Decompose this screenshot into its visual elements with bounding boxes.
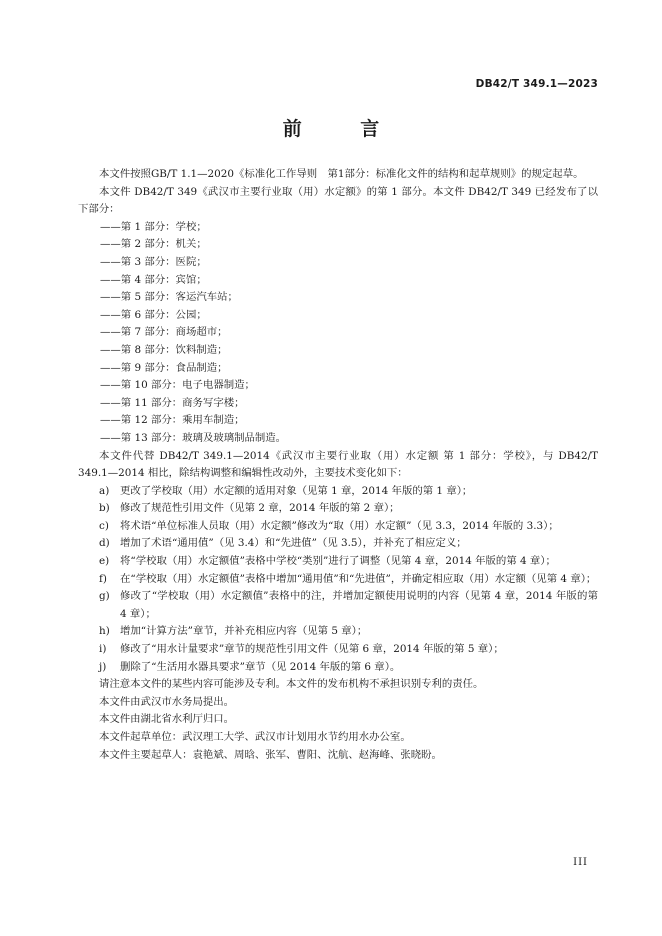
closing-paragraph: 本文件主要起草人：袁艳斌、周晗、张军、曹阳、沈航、赵海峰、张晓盼。 [99,748,442,761]
closing-paragraph: 本文件由湖北省水利厅归口。 [99,713,235,726]
list-item: ——第 13 部分：玻璃及玻璃制品制造。 [100,431,287,444]
list-item: ——第 3 部分：医院； [100,255,207,268]
intro-paragraph-1: 本文件按照GB/T 1.1—2020《标准化工作导则 第1部分：标准化文件的结构和起草规则》的规定起草。 [99,168,584,180]
change-marker: c) [99,519,109,532]
change-text: 增加了术语“通用值”（见 3.4）和“先进值”（见 3.5），并补充了相应定义； [120,537,467,550]
page-title: 前 言 [282,118,406,140]
parts-list [78,219,598,448]
list-item: ——第 11 部分：商务写字楼； [100,396,245,409]
closing-paragraph: 本文件由武汉市水务局提出。 [99,695,235,708]
changes-list [78,483,598,677]
intro-paragraph-2: 本文件 DB42/T 349《武汉市主要行业取（用）水定额》的第 1 部分。本文件 DB42/T 349 已经发布了以下部分： [78,185,598,216]
change-item [78,623,598,641]
list-item: ——第 4 部分：宾馆； [100,273,207,286]
change-marker: i) [99,643,107,656]
list-item: ——第 12 部分：乘用车制造； [100,414,245,427]
list-item: ——第 7 部分：商场超市； [100,326,228,339]
list-item: ——第 10 部分：电子电器制造； [100,379,255,392]
change-item [78,500,598,518]
list-item: ——第 8 部分：饮料制造； [100,343,228,356]
change-marker: a) [99,484,110,497]
change-text: 在“学校取（用）水定额值”表格中增加“通用值”和“先进值”，并确定相应取（用）水定额（见第 4 章）； [120,572,597,585]
change-text: 修改了规范性引用文件（见第 2 章，2014 年版的第 2 章）； [120,502,400,515]
list-item: ——第 2 部分：机关； [100,238,207,251]
change-item [78,659,598,677]
change-text: 更改了学校取（用）水定额的适用对象（见第 1 章，2014 年版的第 1 章）； [120,484,473,497]
change-marker: b) [99,502,110,515]
change-marker: f) [99,572,107,585]
change-marker: j) [99,660,107,673]
change-item [78,641,598,659]
foreword-body [78,166,598,764]
change-text: 增加“计算方法”章节，并补充相应内容（见第 5 章）； [120,625,368,638]
list-item: ——第 5 部分：客运汽车站； [100,291,238,304]
list-item: ——第 6 部分：公园； [100,308,207,321]
change-item [78,588,598,623]
doc-code: DB42/T 349.1—2023 [475,78,598,90]
change-text: 修改了“学校取（用）水定额值”表格中的注，并增加定额使用说明的内容（见第 4 章，2014 年版的第 4 章）； [120,590,598,620]
change-item [78,535,598,553]
list-item: ——第 9 部分：食品制造； [100,361,228,374]
closing-paragraph: 本文件起草单位：武汉理工大学、武汉市计划用水节约用水办公室。 [99,731,411,743]
change-text: 修改了“用水计量要求”章节的规范性引用文件（见第 6 章，2014 年版的第 5 章）； [120,643,504,656]
change-marker: g) [99,590,110,603]
closing-paragraph: 请注意本文件的某些内容可能涉及专利。本文件的发布机构不承担识别专利的责任。 [99,678,484,691]
change-item [78,571,598,589]
change-item [78,518,598,536]
change-item [78,553,598,571]
change-marker: d) [99,537,110,550]
change-marker: h) [99,625,110,638]
replacement-paragraph: 本文件代替 DB42/T 349.1—2014《武汉市主要行业取（用）水定额 第 1 部分：学校》，与 DB42/T 349.1—2014 相比，除结构调整和编辑性改动外，主要技术变化如下： [78,449,598,480]
change-text: 将“学校取（用）水定额值”表格中学校“类别”进行了调整（见第 4 章，2014 年版的第 4 章）； [120,555,556,568]
page-number: III [573,857,588,868]
change-item [78,483,598,501]
change-marker: e) [99,555,110,568]
list-item: ——第 1 部分：学校； [100,220,207,233]
change-text: 删除了“生活用水器具要求”章节（见 2014 年版的第 6 章）。 [120,660,401,673]
change-text: 将术语“单位标准人员取（用）水定额”修改为“取（用）水定额”（见 3.3，2014 年版的 3.3）； [120,519,559,532]
